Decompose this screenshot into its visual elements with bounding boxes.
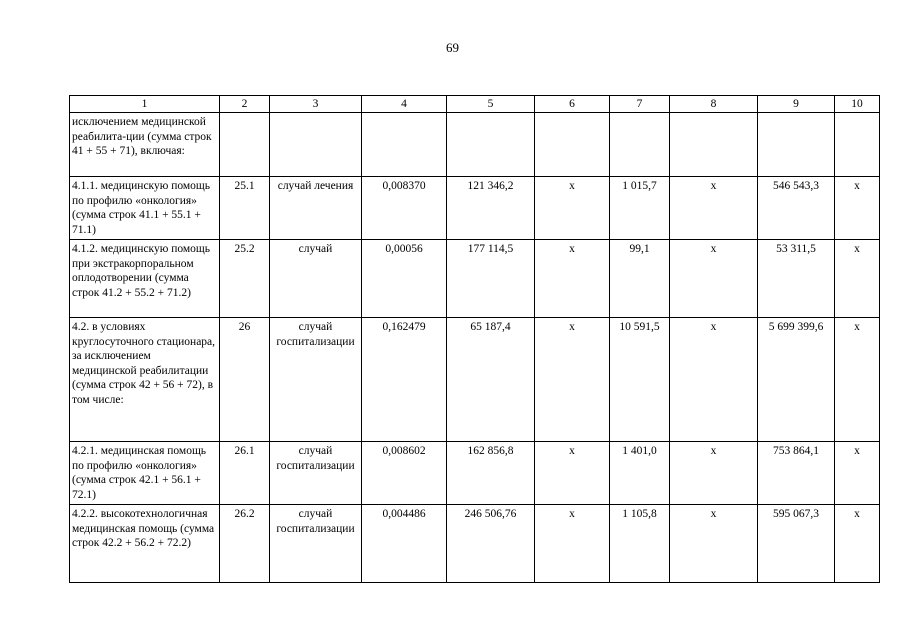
column-header: 9: [758, 96, 835, 113]
value-cell: х: [670, 240, 758, 318]
value-cell: [447, 113, 535, 177]
value-cell: х: [835, 240, 880, 318]
value-cell: х: [835, 505, 880, 583]
value-cell: 1 105,8: [610, 505, 670, 583]
column-header: 2: [220, 96, 270, 113]
row-description: 4.2. в условиях круглосуточного стационара, за исключением медицинской реабилитации (сумма строк 42 + 56 + 72), в том числе:: [70, 318, 220, 442]
table-row: [70, 113, 880, 177]
unit-cell: случай: [270, 240, 362, 318]
unit-cell: случай лечения: [270, 177, 362, 240]
value-cell: 753 864,1: [758, 442, 835, 505]
value-cell: 5 699 399,6: [758, 318, 835, 442]
table-row: [70, 177, 880, 240]
value-cell: х: [670, 318, 758, 442]
value-cell: [362, 113, 447, 177]
row-description: 4.2.2. высокотехнологичная медицинская помощь (сумма строк 42.2 + 56.2 + 72.2): [70, 505, 220, 583]
value-cell: х: [835, 177, 880, 240]
value-cell: 53 311,5: [758, 240, 835, 318]
value-cell: 0,008602: [362, 442, 447, 505]
row-description: 4.1.2. медицинскую помощь при экстракорпоральном оплодотворении (сумма строк 41.2 + 55.2 + 71.2): [70, 240, 220, 318]
value-cell: 246 506,76: [447, 505, 535, 583]
value-cell: х: [535, 318, 610, 442]
value-cell: 0,004486: [362, 505, 447, 583]
row-number: [220, 113, 270, 177]
row-number: 26.2: [220, 505, 270, 583]
row-number: 26: [220, 318, 270, 442]
row-description: 4.1.1. медицинскую помощь по профилю «онкология» (сумма строк 41.1 + 55.1 + 71.1): [70, 177, 220, 240]
table-row: [70, 318, 880, 442]
header-row: [70, 96, 880, 113]
value-cell: [670, 113, 758, 177]
value-cell: 177 114,5: [447, 240, 535, 318]
value-cell: х: [835, 318, 880, 442]
value-cell: х: [535, 177, 610, 240]
value-cell: 546 543,3: [758, 177, 835, 240]
unit-cell: случай госпитализации: [270, 505, 362, 583]
unit-cell: случай госпитализации: [270, 442, 362, 505]
table-row: [70, 240, 880, 318]
row-number: 25.1: [220, 177, 270, 240]
column-header: 10: [835, 96, 880, 113]
data-table: [69, 95, 880, 583]
unit-cell: случай госпитализации: [270, 318, 362, 442]
value-cell: х: [535, 240, 610, 318]
value-cell: х: [835, 442, 880, 505]
value-cell: 65 187,4: [447, 318, 535, 442]
value-cell: [535, 113, 610, 177]
column-header: 7: [610, 96, 670, 113]
row-number: 25.2: [220, 240, 270, 318]
value-cell: [835, 113, 880, 177]
table-row: [70, 442, 880, 505]
value-cell: 99,1: [610, 240, 670, 318]
column-header: 6: [535, 96, 610, 113]
value-cell: 1 015,7: [610, 177, 670, 240]
column-header: 4: [362, 96, 447, 113]
value-cell: 0,00056: [362, 240, 447, 318]
value-cell: 0,008370: [362, 177, 447, 240]
page-number: 69: [446, 40, 459, 55]
value-cell: 162 856,8: [447, 442, 535, 505]
value-cell: х: [535, 505, 610, 583]
value-cell: 121 346,2: [447, 177, 535, 240]
value-cell: 1 401,0: [610, 442, 670, 505]
table-row: [70, 505, 880, 583]
column-header: 1: [70, 96, 220, 113]
column-header: 5: [447, 96, 535, 113]
row-description: исключением медицинской реабилита-ции (сумма строк 41 + 55 + 71), включая:: [70, 113, 220, 177]
value-cell: х: [670, 177, 758, 240]
value-cell: х: [670, 505, 758, 583]
value-cell: 0,162479: [362, 318, 447, 442]
row-description: 4.2.1. медицинская помощь по профилю «онкология» (сумма строк 42.1 + 56.1 + 72.1): [70, 442, 220, 505]
value-cell: [758, 113, 835, 177]
column-header: 3: [270, 96, 362, 113]
value-cell: 595 067,3: [758, 505, 835, 583]
unit-cell: [270, 113, 362, 177]
row-number: 26.1: [220, 442, 270, 505]
value-cell: 10 591,5: [610, 318, 670, 442]
column-header: 8: [670, 96, 758, 113]
value-cell: х: [670, 442, 758, 505]
value-cell: х: [535, 442, 610, 505]
value-cell: [610, 113, 670, 177]
